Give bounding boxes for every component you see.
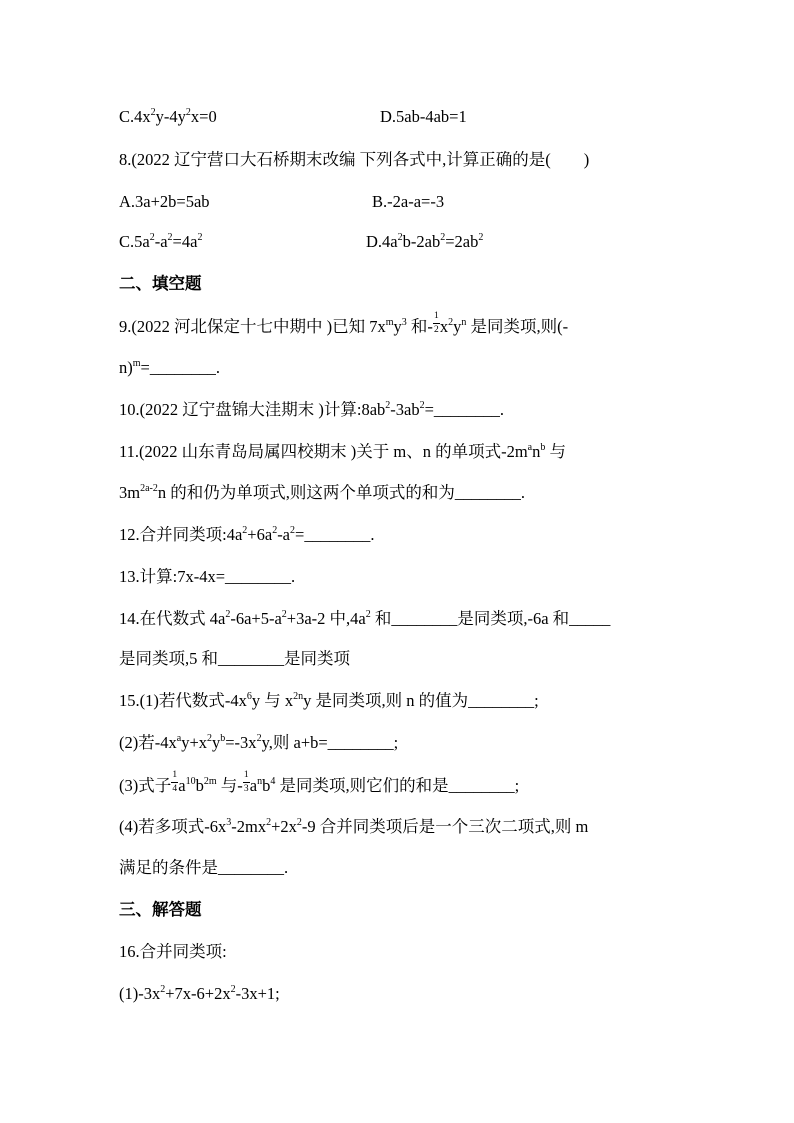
q12: 12.合并同类项$:4a^2+6a^2-a^2=\_\_\_\_\_\_\_\_$. — [119, 525, 375, 544]
q7-option-d: D.5ab-4ab=1 — [380, 107, 467, 126]
q9-line1: 9.(2022 河北保定十七中期中 )已知 $7x^my^3$ 和- $\frac{1}{2}$ $x^2y^n$ 是同类项,则(- — [119, 311, 569, 336]
q14-line1: 14.在代数式 $4a^2-6a+5-a^2+3a-2$ 中$,4a^2$ 和________是同类项,-6a 和_____ — [119, 609, 611, 628]
q9-line2: n)$^m$=________. — [119, 358, 220, 377]
fraction-one-half: $\frac{1}{2}$ — [434, 311, 439, 335]
q16-part1: $(1)-3x^2+7x-6+2x^2-3x+1$; — [119, 984, 280, 1003]
q11-line1: 11.(2022 山东青岛局属四校期末 )关于 m、n 的单项式$-2m^an^b$ 与 — [119, 442, 566, 461]
q15-part1: 15.(1)若代数式$-4x^6y$ 与 $x^{2n}y$ 是同类项,则 n 的值为________; — [119, 691, 539, 710]
section-title-solve: 三、解答题 — [119, 900, 202, 919]
q10: 10.(2022 辽宁盘锦大洼期末 )计算$:8ab^2-3ab^2=\_\_\_\_\_\_\_\_$. — [119, 400, 505, 419]
q13: 13.计算:7x-4x=________. — [119, 567, 296, 586]
q11-line2: $3m^{2a-2}n$ 的和仍为单项式,则这两个单项式的和为________. — [119, 483, 525, 502]
q15-part2: (2)若$-4x^ay+x^2y^b=-3x^2y$,则 a+b=________; — [119, 733, 399, 752]
q8-option-d: $D.4a^2b-2ab^2=2ab^2$ — [366, 232, 484, 251]
q15-part4-line1: (4)若多项式$-6x^3-2mx^2+2x^2-9$ 合并同类项后是一个三次二项式,则 m — [119, 817, 589, 836]
section-title-fill-in: 二、填空题 — [119, 274, 202, 293]
q16-stem: 16.合并同类项: — [119, 942, 227, 961]
q15-part3: (3)式子 $\frac{1}{4}$ $a^{10}b^{2m}$ 与- $\frac{1}{3}$ $a^nb^4$ 是同类项,则它们的和是________; — [119, 770, 520, 795]
q8-option-b: B.-2a-a=-3 — [372, 192, 445, 211]
q7-option-c: $C.4x^2y-4y^2x=0$ — [119, 107, 217, 126]
q14-line2: 是同类项,5 和________是同类项 — [119, 649, 350, 668]
fraction-one-quarter: $\frac{1}{4}$ — [172, 770, 178, 794]
q8-stem: 8.(2022 辽宁营口大石桥期末改编 下列各式中,计算正确的是( ) — [119, 150, 590, 169]
q8-option-a: A.3a+2b=5ab — [119, 192, 210, 211]
fraction-one-third: $\frac{1}{3}$ — [243, 770, 249, 794]
q15-part4-line2: 满足的条件是________. — [119, 858, 289, 877]
q8-option-c: $C.5a^2-a^2=4a^2$ — [119, 232, 203, 251]
